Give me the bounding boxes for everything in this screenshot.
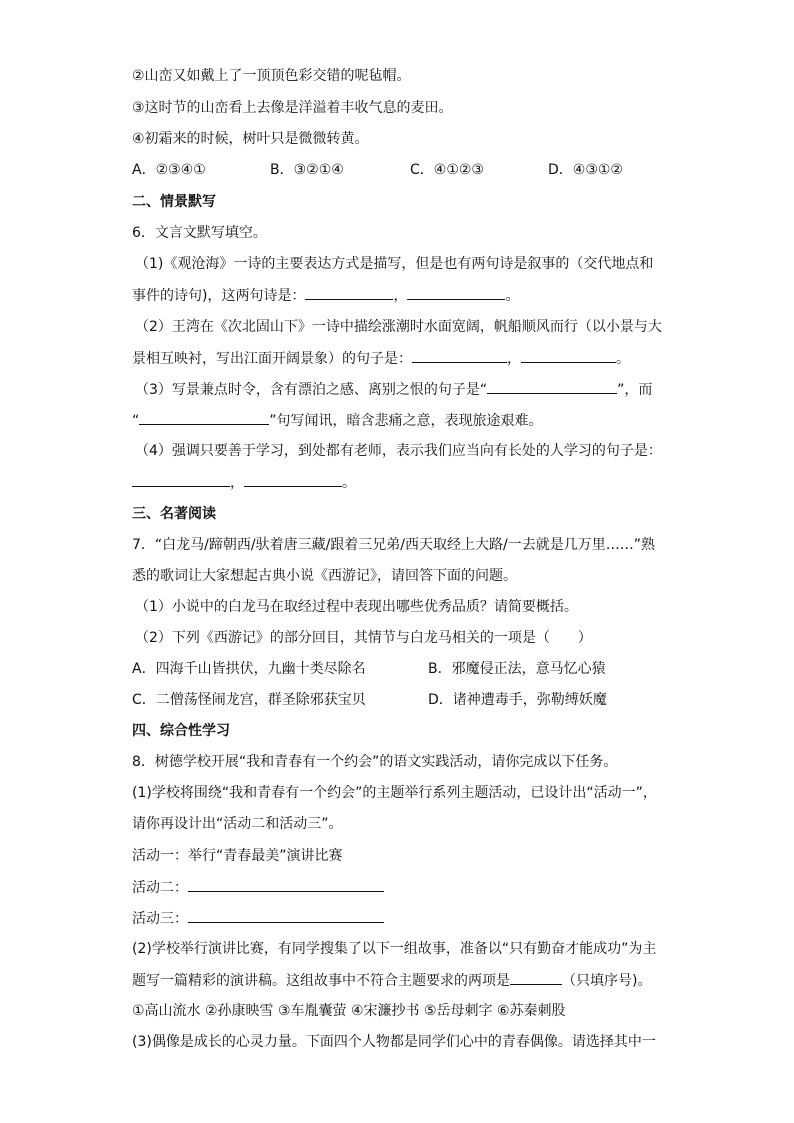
q7-part1: （1）小说中的白龙马在取经过程中表现出哪些优秀品质？请简要概括。 — [135, 599, 578, 615]
q7-stem-line1: 7．“白龙马/蹄朝西/驮着唐三藏/跟着三兄弟/西天取经上大路/一去就是几万里……”熟 — [132, 537, 655, 553]
q6-stem: 6．文言文默写填空。 — [132, 225, 267, 241]
section-4-heading: 四、综合性学习 — [132, 723, 230, 739]
q6-part3-blank-2[interactable] — [139, 410, 269, 425]
q7-part2: （2）下列《西游记》的部分回目，其情节与白龙马相关的一项是（ ） — [135, 630, 592, 646]
q6-part3-line2 — [132, 410, 662, 431]
q5-sentence-4: ④初霜来的时候，树叶只是微微转黄。 — [132, 131, 369, 147]
q6-part2-line1: （2）王湾在《次北固山下》一诗中描绘涨潮时水面宽阔，帆船顺风而行（以小景与大 — [135, 319, 662, 335]
q7-option-c: C．二僧荡怪闹龙宫，群圣除邪获宝贝 — [132, 692, 366, 708]
activity-3-label: 活动三： — [132, 911, 188, 927]
section-2-heading: 二、情景默写 — [132, 194, 216, 210]
q5-option-c: C．④①②③ — [410, 162, 484, 178]
q8-part1-line1: (1)学校将围绕“我和青春有一个约会”的主题举行系列主题活动，已设计出“活动一”， — [132, 785, 657, 801]
q6-part4-end: 。 — [342, 475, 356, 491]
q6-part4-line2 — [132, 472, 662, 493]
q8-stem: 8．树德学校开展“我和青春有一个约会”的语文实践活动，请你完成以下任务。 — [132, 754, 618, 770]
q6-part4-blank-1[interactable] — [132, 472, 230, 487]
q6-part3-prompt: （3）写景兼点时令，含有漂泊之感、离别之恨的句子是“ — [135, 382, 488, 398]
q6-part4-separator: ， — [230, 475, 244, 491]
q7-stem-line2: 悉的歌词让大家想起古典小说《西游记》，请回答下面的问题。 — [132, 568, 517, 584]
q6-part4-line1: （4）强调只要善于学习，到处都有老师，表示我们应当向有长处的人学习的句子是： — [135, 443, 662, 459]
q5-option-b: B．③②①④ — [270, 162, 344, 178]
activity-3-blank[interactable] — [188, 908, 384, 923]
q8-part1-line2: 请你再设计出“活动二和活动三”。 — [132, 816, 343, 832]
q8-part2-blank[interactable] — [510, 970, 562, 985]
q6-part1-end: 。 — [505, 288, 520, 304]
activity-1: 活动一：举行“青春最美”演讲比赛 — [132, 848, 343, 864]
q6-part1-line2 — [132, 285, 662, 306]
q6-part2-end: 。 — [616, 351, 630, 367]
q5-sentence-2: ②山峦又如戴上了一顶顶色彩交错的呢毡帽。 — [132, 68, 411, 84]
q6-part3-blank-1[interactable] — [487, 379, 617, 394]
q6-part1-prompt: 事件的诗句)，这两句诗是： — [132, 288, 306, 304]
q6-part3-line1 — [135, 379, 665, 400]
q6-part3-tail: ”句写闻讯，暗含悲痛之意，表现旅途艰难。 — [269, 413, 543, 429]
activity-2-label: 活动二： — [132, 880, 188, 896]
q6-part1-blank-1[interactable] — [305, 285, 393, 300]
activity-2-blank[interactable] — [188, 877, 384, 892]
q6-part2-prompt: 景相互映衬，写出江面开阔景象）的句子是： — [132, 351, 412, 367]
q5-option-a: A．②③④① — [132, 162, 206, 178]
q5-option-d: D．④③①② — [548, 162, 623, 178]
q8-part3-line1: (3)偶像是成长的心灵力量。下面四个人物都是同学们心中的青春偶像。请选择其中一 — [132, 1034, 656, 1050]
q6-part1-blank-2[interactable] — [407, 285, 505, 300]
q8-part2-suffix: （只填序号)。 — [562, 973, 652, 989]
q6-part2-blank-1[interactable] — [412, 348, 507, 363]
activity-3-line — [132, 908, 662, 929]
q8-part2-line2 — [132, 970, 662, 991]
activity-2-line — [132, 877, 662, 898]
q8-part2-prompt: 题写一篇精彩的演讲稿。这组故事中不符合主题要求的两项是 — [132, 973, 510, 989]
q6-part1-separator: ， — [393, 288, 408, 304]
q7-option-a: A．四海千山皆拱伏，九幽十类尽除名 — [132, 661, 366, 677]
q8-stories-list: ①高山流水 ②孙康映雪 ③车胤囊萤 ④宋濂抄书 ⑤岳母刺字 ⑥苏秦刺股 — [132, 1003, 566, 1019]
q7-option-d: D．诸神遭毒手，弥勒缚妖魔 — [428, 692, 607, 708]
q6-part2-blank-2[interactable] — [521, 348, 616, 363]
q6-part2-line2 — [132, 348, 662, 369]
q6-part2-separator: ， — [507, 351, 521, 367]
q5-sentence-3: ③这时节的山峦看上去像是洋溢着丰收气息的麦田。 — [132, 100, 453, 116]
q6-part3-suffix: ”，而 — [617, 382, 653, 398]
q8-part2-line1: (2)学校举行演讲比赛，有同学搜集了以下一组故事，准备以“只有勤奋才能成功”为主 — [132, 941, 657, 957]
q6-part4-blank-2[interactable] — [244, 472, 342, 487]
q6-part3-open-quote: “ — [132, 413, 140, 429]
q7-option-b: B．邪魔侵正法，意马忆心猿 — [428, 661, 606, 677]
section-3-heading: 三、名著阅读 — [132, 506, 216, 522]
q6-part1-line1: （1)《观沧海》一诗的主要表达方式是描写，但是也有两句诗是叙事的（交代地点和 — [135, 256, 654, 272]
